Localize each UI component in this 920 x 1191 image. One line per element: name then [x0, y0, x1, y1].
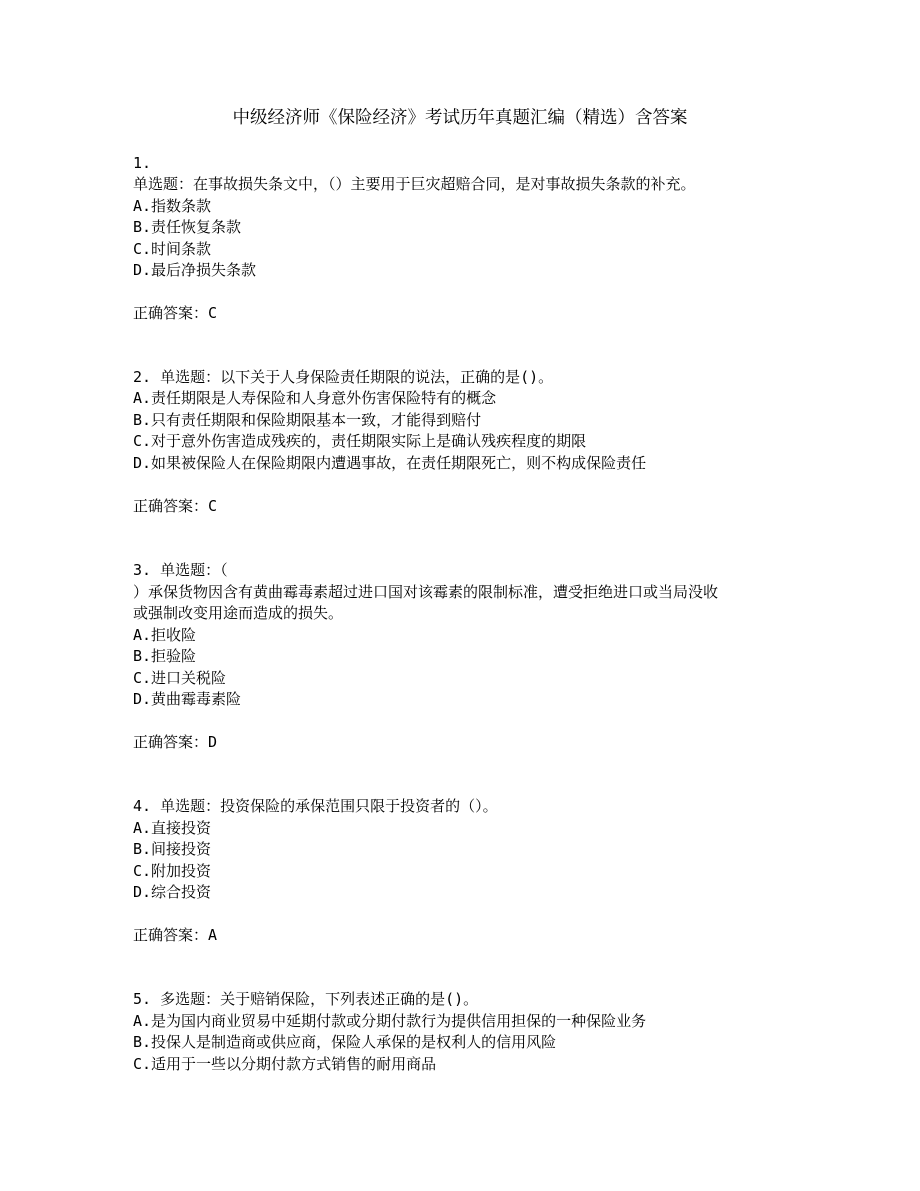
option-a: A.责任期限是人寿保险和人身意外伤害保险特有的概念 [133, 389, 497, 407]
question-stem-line-1: 3. 单选题：（ [133, 561, 228, 579]
answer-line: 正确答案：A [133, 926, 218, 944]
document-title: 中级经济师《保险经济》考试历年真题汇编（精选）含答案 [232, 108, 688, 128]
option-c: C.适用于一些以分期付款方式销售的耐用商品 [133, 1055, 437, 1073]
question-stem: 4. 单选题：投资保险的承保范围只限于投资者的（）。 [133, 797, 498, 815]
answer-line: 正确答案：C [133, 304, 218, 322]
option-b: B.责任恢复条款 [133, 218, 242, 236]
option-c: C.附加投资 [133, 862, 212, 880]
question-stem: 单选题：在事故损失条文中，（）主要用于巨灾超赔合同，是对事故损失条款的补充。 [133, 175, 696, 193]
question-stem: 5. 多选题：关于赔销保险，下列表述正确的是()。 [133, 990, 479, 1008]
question-stem-line-3: 或强制改变用途而造成的损失。 [133, 604, 344, 622]
question-stem: 2. 单选题：以下关于人身保险责任期限的说法，正确的是()。 [133, 368, 554, 386]
option-a: A.拒收险 [133, 626, 197, 644]
option-d: D.综合投资 [133, 883, 212, 901]
option-d: D.如果被保险人在保险期限内遭遇事故，在责任期限死亡，则不构成保险责任 [133, 454, 647, 472]
option-a: A.是为国内商业贸易中延期付款或分期付款行为提供信用担保的一种保险业务 [133, 1012, 647, 1030]
option-b: B.间接投资 [133, 840, 212, 858]
option-a: A.直接投资 [133, 819, 212, 837]
option-b: B.拒验险 [133, 647, 197, 665]
answer-line: 正确答案：D [133, 733, 218, 751]
option-b: B.只有责任期限和保险期限基本一致，才能得到赔付 [133, 411, 482, 429]
option-d: D.最后净损失条款 [133, 261, 257, 279]
option-d: D.黄曲霉毒素险 [133, 690, 242, 708]
option-b: B.投保人是制造商或供应商，保险人承保的是权利人的信用风险 [133, 1033, 557, 1051]
option-c: C.对于意外伤害造成残疾的，责任期限实际上是确认残疾程度的期限 [133, 432, 587, 450]
question-number: 1. [133, 154, 152, 172]
question-stem-line-2: ）承保货物因含有黄曲霉毒素超过进口国对该霉素的限制标准，遭受拒绝进口或当局没收 [133, 583, 719, 601]
option-c: C.进口关税险 [133, 669, 227, 687]
option-c: C.时间条款 [133, 240, 212, 258]
answer-line: 正确答案：C [133, 497, 218, 515]
option-a: A.指数条款 [133, 197, 212, 215]
